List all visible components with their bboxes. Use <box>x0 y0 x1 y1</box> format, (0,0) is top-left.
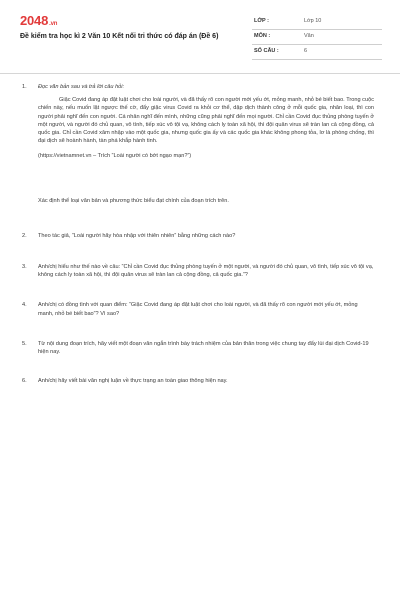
meta-table <box>252 15 382 60</box>
meta-row-subject <box>252 30 382 45</box>
question-number: 4. <box>22 302 27 309</box>
question-instruction: Đọc văn bản sau và trả lời câu hỏi: <box>38 84 125 90</box>
meta-row-count <box>252 45 382 60</box>
meta-row-class <box>252 15 382 30</box>
question-text: Theo tác giả, “Loài người hãy hòa nhập với thiên nhiên” bằng những cách nào? <box>38 232 236 239</box>
reading-passage: Giặc Covid đang áp đặt luật chơi cho loài người, và đã thấy rõ con người mới yếu ớt, mỏng manh, nhỏ bé biết bao. Trong cuộc chiến này, nếu muốn lật ngược thế cờ, đẩy giặc virus Covid ra khỏi cơ thể, dập dịch thành công ở mỗi quốc gia, nhân loại, thì con người phải nghĩ đến con người. Cá nhân nghĩ đến mình, những cũng phải nghĩ đến mọi người. Chỉ cần Covid đục thủng phòng tuyến ở một người, và người đó chủ quan, vô tình, tiếp xúc vô tội vạ, không cách ly toàn xã hội, thì đội quân virus sẽ tràn lan cả cộng đồng, cả quốc gia. Chỉ cần Covid xâm nhập vào một quốc gia, nhưng quốc gia ấy và các quốc gia khác không phong tỏa, lơ là phòng chống, thì đại dịch sẽ hoành hành, tàn phá khắp hành tinh. <box>38 97 374 145</box>
question-text: Anh/chị hãy viết bài văn nghị luận về thực trạng an toàn giao thông hiện nay. <box>38 378 228 385</box>
question-number: 1. <box>22 84 27 90</box>
meta-label: MÔN : <box>254 33 271 39</box>
question-number: 2. <box>22 232 27 239</box>
meta-label: LỚP : <box>254 18 269 24</box>
meta-value: Văn <box>304 33 314 39</box>
meta-label: SỐ CÂU : <box>254 48 279 54</box>
site-logo[interactable] <box>20 14 57 31</box>
question-2 <box>22 232 374 240</box>
question-number: 5. <box>22 340 27 347</box>
logo-suffix: .vn <box>49 21 58 27</box>
document-header <box>20 14 382 72</box>
question-4 <box>22 301 374 317</box>
question-text: Từ nội dung đoạn trích, hãy viết một đoạn văn ngắn trình bày trách nhiệm của bản thân trong việc chung tay đẩy lùi đại dịch Covid-19 hiện nay. <box>38 340 369 356</box>
question-1 <box>22 83 374 205</box>
question-6 <box>22 377 374 385</box>
question-5 <box>22 340 374 356</box>
header-divider <box>0 73 400 74</box>
logo-main: 2048 <box>20 13 49 28</box>
meta-value: 6 <box>304 48 308 54</box>
question-number: 6. <box>22 378 27 385</box>
question-text: Anh/chị có đồng tình với quan điểm: “Giặc Covid đang áp đặt luật chơi cho loài người, và đã thấy rõ con người mới yếu ớt, mỏng manh, nhỏ bé biết bao”? Vì sao? <box>38 302 358 317</box>
meta-value: Lớp 10 <box>304 18 322 24</box>
question-list <box>22 83 374 385</box>
document-title: Đề kiểm tra học kì 2 Văn 10 Kết nối tri thức có đáp án (Đề 6) <box>20 33 219 40</box>
question-task: Xác định thể loại văn bản và phương thức biểu đạt chính của đoạn trích trên. <box>38 197 229 204</box>
question-3 <box>22 263 374 279</box>
question-number: 3. <box>22 264 27 271</box>
passage-source: (https://vietnamnet.vn – Trích “Loài người có bớt ngạo mạn?”) <box>38 153 192 160</box>
question-text: Anh/chị hiểu như thế nào về câu: “Chỉ cần Covid đục thủng phòng tuyến ở một người, và người đó chủ quan, vô tình, tiếp xúc vô tội vạ, không cách ly toàn xã hội, thì đội quân virus sẽ tràn lan cả cộng đồng, cả quốc gia.”? <box>38 264 374 279</box>
